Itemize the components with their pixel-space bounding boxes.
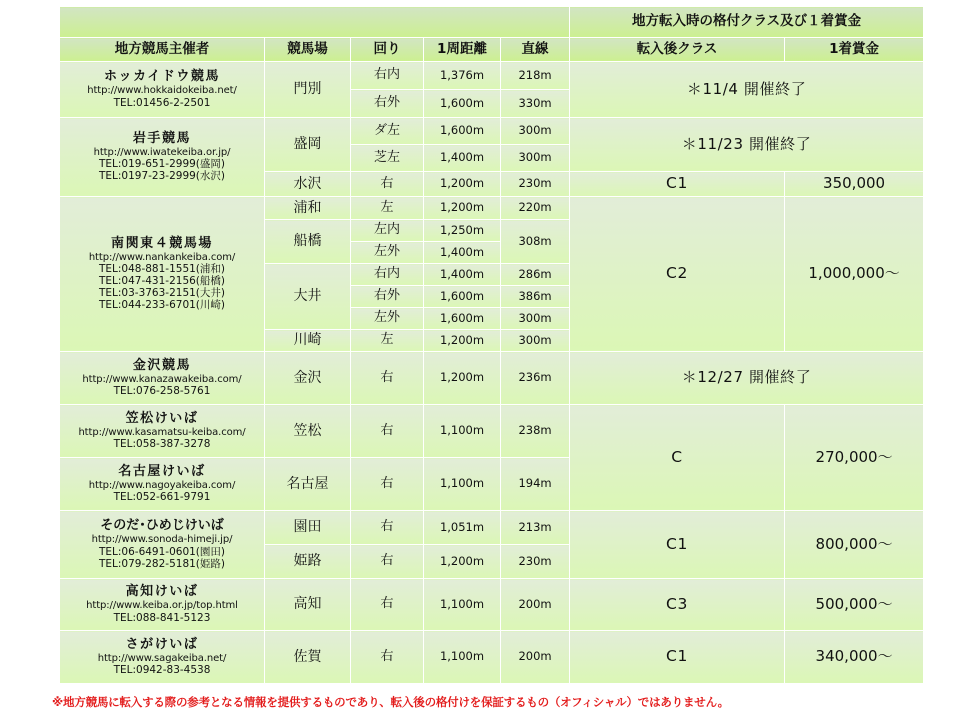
class-cell: C2 bbox=[570, 197, 785, 352]
distance-cell: 1,100m bbox=[424, 631, 501, 684]
organizer-tel: TEL:0197-23-2999(水沢) bbox=[98, 170, 225, 183]
distance-cell: 1,200m bbox=[424, 197, 501, 220]
organizer-url[interactable]: http://www.keiba.or.jp/top.html bbox=[86, 600, 238, 612]
turn-cell: 右 bbox=[351, 511, 424, 545]
organizer-name: 名古屋けいば bbox=[118, 463, 206, 479]
straight-cell: 308m bbox=[501, 220, 570, 264]
turn-cell: 右外 bbox=[351, 90, 424, 118]
track-cell: 佐賀 bbox=[265, 631, 351, 684]
distance-cell: 1,100m bbox=[424, 579, 501, 631]
distance-cell: 1,100m bbox=[424, 458, 501, 511]
status-cell: ＊11/23 開催終了 bbox=[570, 118, 924, 172]
straight-cell: 220m bbox=[501, 197, 570, 220]
organizer-tel: TEL:06-6491-0601(園田) bbox=[98, 545, 225, 558]
organizer-minamikanto bbox=[60, 197, 265, 352]
turn-cell: 左内 bbox=[351, 220, 424, 242]
organizer-name: 笠松けいば bbox=[125, 410, 199, 426]
prize-cell: 270,000～ bbox=[785, 405, 924, 511]
straight-cell: 286m bbox=[501, 264, 570, 286]
turn-cell: 右 bbox=[351, 458, 424, 511]
straight-cell: 300m bbox=[501, 118, 570, 145]
organizer-name: 南関東４競馬場 bbox=[111, 235, 213, 251]
turn-cell: 右 bbox=[351, 579, 424, 631]
organizer-tel: TEL:01456-2-2501 bbox=[113, 96, 211, 109]
straight-cell: 238m bbox=[501, 405, 570, 458]
col-header-straight: 直線 bbox=[501, 38, 570, 62]
straight-cell: 200m bbox=[501, 579, 570, 631]
organizer-kanazawa bbox=[60, 352, 265, 405]
turn-cell: 右 bbox=[351, 545, 424, 579]
organizer-tel: TEL:058-387-3278 bbox=[113, 438, 211, 451]
organizer-tel: TEL:076-258-5761 bbox=[113, 385, 211, 398]
organizer-url[interactable]: http://www.sagakeiba.net/ bbox=[97, 652, 227, 664]
turn-cell: 右外 bbox=[351, 286, 424, 308]
turn-cell: 左 bbox=[351, 330, 424, 352]
straight-cell: 200m bbox=[501, 631, 570, 684]
organizer-name: 岩手競馬 bbox=[132, 130, 192, 146]
racecourse-table bbox=[59, 6, 924, 684]
prize-cell: 1,000,000～ bbox=[785, 197, 924, 352]
organizer-url[interactable]: http://www.hokkaidokeiba.net/ bbox=[87, 85, 237, 97]
status-cell: ＊12/27 開催終了 bbox=[570, 352, 924, 405]
organizer-tel: TEL:044-233-6701(川崎) bbox=[98, 299, 225, 312]
straight-cell: 330m bbox=[501, 90, 570, 118]
straight-cell: 218m bbox=[501, 62, 570, 90]
turn-cell: 左外 bbox=[351, 308, 424, 330]
turn-cell: 芝左 bbox=[351, 145, 424, 172]
organizer-tel: TEL:079-282-5181(姫路) bbox=[98, 557, 225, 570]
organizer-tel: TEL:048-881-1551(浦和) bbox=[98, 263, 225, 276]
turn-cell: ダ左 bbox=[351, 118, 424, 145]
straight-cell: 300m bbox=[501, 330, 570, 352]
distance-cell: 1,051m bbox=[424, 511, 501, 545]
track-cell: 盛岡 bbox=[265, 118, 351, 172]
turn-cell: 右 bbox=[351, 352, 424, 405]
distance-cell: 1,600m bbox=[424, 118, 501, 145]
straight-cell: 230m bbox=[501, 545, 570, 579]
col-header-class: 転入後クラス bbox=[570, 38, 785, 62]
organizer-tel: TEL:052-661-9791 bbox=[113, 491, 211, 504]
col-header-prize: 1着賞金 bbox=[785, 38, 924, 62]
col-header-track: 競馬場 bbox=[265, 38, 351, 62]
straight-cell: 300m bbox=[501, 308, 570, 330]
track-cell: 名古屋 bbox=[265, 458, 351, 511]
class-cell: C bbox=[570, 405, 785, 511]
organizer-url[interactable]: http://www.iwatekeiba.or.jp/ bbox=[93, 146, 231, 158]
turn-cell: 右内 bbox=[351, 62, 424, 90]
distance-cell: 1,600m bbox=[424, 286, 501, 308]
distance-cell: 1,600m bbox=[424, 308, 501, 330]
organizer-sonoda-himeji bbox=[60, 511, 265, 579]
turn-cell: 右 bbox=[351, 631, 424, 684]
distance-cell: 1,200m bbox=[424, 172, 501, 197]
organizer-tel: TEL:088-841-5123 bbox=[113, 611, 211, 624]
organizer-tel: TEL:019-651-2999(盛岡) bbox=[98, 158, 225, 171]
header-blank-cell bbox=[60, 7, 570, 38]
col-header-turn: 回り bbox=[351, 38, 424, 62]
straight-cell: 300m bbox=[501, 145, 570, 172]
turn-cell: 右 bbox=[351, 405, 424, 458]
turn-cell: 左 bbox=[351, 197, 424, 220]
organizer-hokkaido bbox=[60, 62, 265, 118]
track-cell: 金沢 bbox=[265, 352, 351, 405]
class-cell: C1 bbox=[570, 172, 785, 197]
prize-cell: 500,000～ bbox=[785, 579, 924, 631]
straight-cell: 236m bbox=[501, 352, 570, 405]
organizer-kasamatsu bbox=[60, 405, 265, 458]
track-cell: 船橋 bbox=[265, 220, 351, 264]
organizer-nagoya bbox=[60, 458, 265, 511]
status-cell: ＊11/4 開催終了 bbox=[570, 62, 924, 118]
prize-cell: 350,000 bbox=[785, 172, 924, 197]
straight-cell: 213m bbox=[501, 511, 570, 545]
col-header-organizer: 地方競馬主催者 bbox=[60, 38, 265, 62]
distance-cell: 1,600m bbox=[424, 90, 501, 118]
class-cell: C1 bbox=[570, 631, 785, 684]
straight-cell: 386m bbox=[501, 286, 570, 308]
organizer-name: 金沢競馬 bbox=[132, 357, 192, 373]
track-cell: 姫路 bbox=[265, 545, 351, 579]
distance-cell: 1,100m bbox=[424, 405, 501, 458]
turn-cell: 右 bbox=[351, 172, 424, 197]
organizer-url[interactable]: http://www.kanazawakeiba.com/ bbox=[82, 373, 242, 385]
organizer-name: ホッカイドウ競馬 bbox=[103, 69, 221, 85]
distance-cell: 1,200m bbox=[424, 545, 501, 579]
track-cell: 川崎 bbox=[265, 330, 351, 352]
organizer-saga bbox=[60, 631, 265, 684]
organizer-url[interactable]: http://www.nagoyakeiba.com/ bbox=[88, 479, 236, 491]
organizer-iwate bbox=[60, 118, 265, 197]
straight-cell: 194m bbox=[501, 458, 570, 511]
track-cell: 浦和 bbox=[265, 197, 351, 220]
organizer-tel: TEL:047-431-2156(船橋) bbox=[98, 275, 225, 288]
organizer-url[interactable]: http://www.kasamatsu-keiba.com/ bbox=[78, 426, 246, 438]
class-cell: C3 bbox=[570, 579, 785, 631]
distance-cell: 1,400m bbox=[424, 264, 501, 286]
distance-cell: 1,400m bbox=[424, 242, 501, 264]
track-cell: 高知 bbox=[265, 579, 351, 631]
organizer-url[interactable]: http://www.sonoda-himeji.jp/ bbox=[91, 534, 233, 546]
turn-cell: 左外 bbox=[351, 242, 424, 264]
distance-cell: 1,200m bbox=[424, 352, 501, 405]
track-cell: 水沢 bbox=[265, 172, 351, 197]
track-cell: 園田 bbox=[265, 511, 351, 545]
organizer-name: 高知けいば bbox=[125, 584, 199, 600]
col-header-distance: 1周距離 bbox=[424, 38, 501, 62]
disclaimer-footnote: ※地方競馬に転入する際の参考となる情報を提供するものであり、転入後の格付けを保証するもの（オフィシャル）ではありません。 bbox=[52, 695, 729, 709]
organizer-tel: TEL:0942-83-4538 bbox=[113, 664, 211, 677]
organizer-name: そのだ･ひめじけいば bbox=[100, 518, 224, 534]
distance-cell: 1,400m bbox=[424, 145, 501, 172]
straight-cell: 230m bbox=[501, 172, 570, 197]
organizer-tel: TEL:03-3763-2151(大井) bbox=[98, 287, 225, 300]
class-cell: C1 bbox=[570, 511, 785, 579]
track-cell: 門別 bbox=[265, 62, 351, 118]
prize-cell: 800,000～ bbox=[785, 511, 924, 579]
distance-cell: 1,376m bbox=[424, 62, 501, 90]
track-cell: 大井 bbox=[265, 264, 351, 330]
prize-cell: 340,000～ bbox=[785, 631, 924, 684]
header-group-title: 地方転入時の格付クラス及び１着賞金 bbox=[570, 7, 924, 38]
distance-cell: 1,200m bbox=[424, 330, 501, 352]
organizer-name: さがけいば bbox=[125, 636, 199, 652]
turn-cell: 右内 bbox=[351, 264, 424, 286]
track-cell: 笠松 bbox=[265, 405, 351, 458]
organizer-url[interactable]: http://www.nankankeiba.com/ bbox=[88, 251, 236, 263]
distance-cell: 1,250m bbox=[424, 220, 501, 242]
organizer-kochi bbox=[60, 579, 265, 631]
